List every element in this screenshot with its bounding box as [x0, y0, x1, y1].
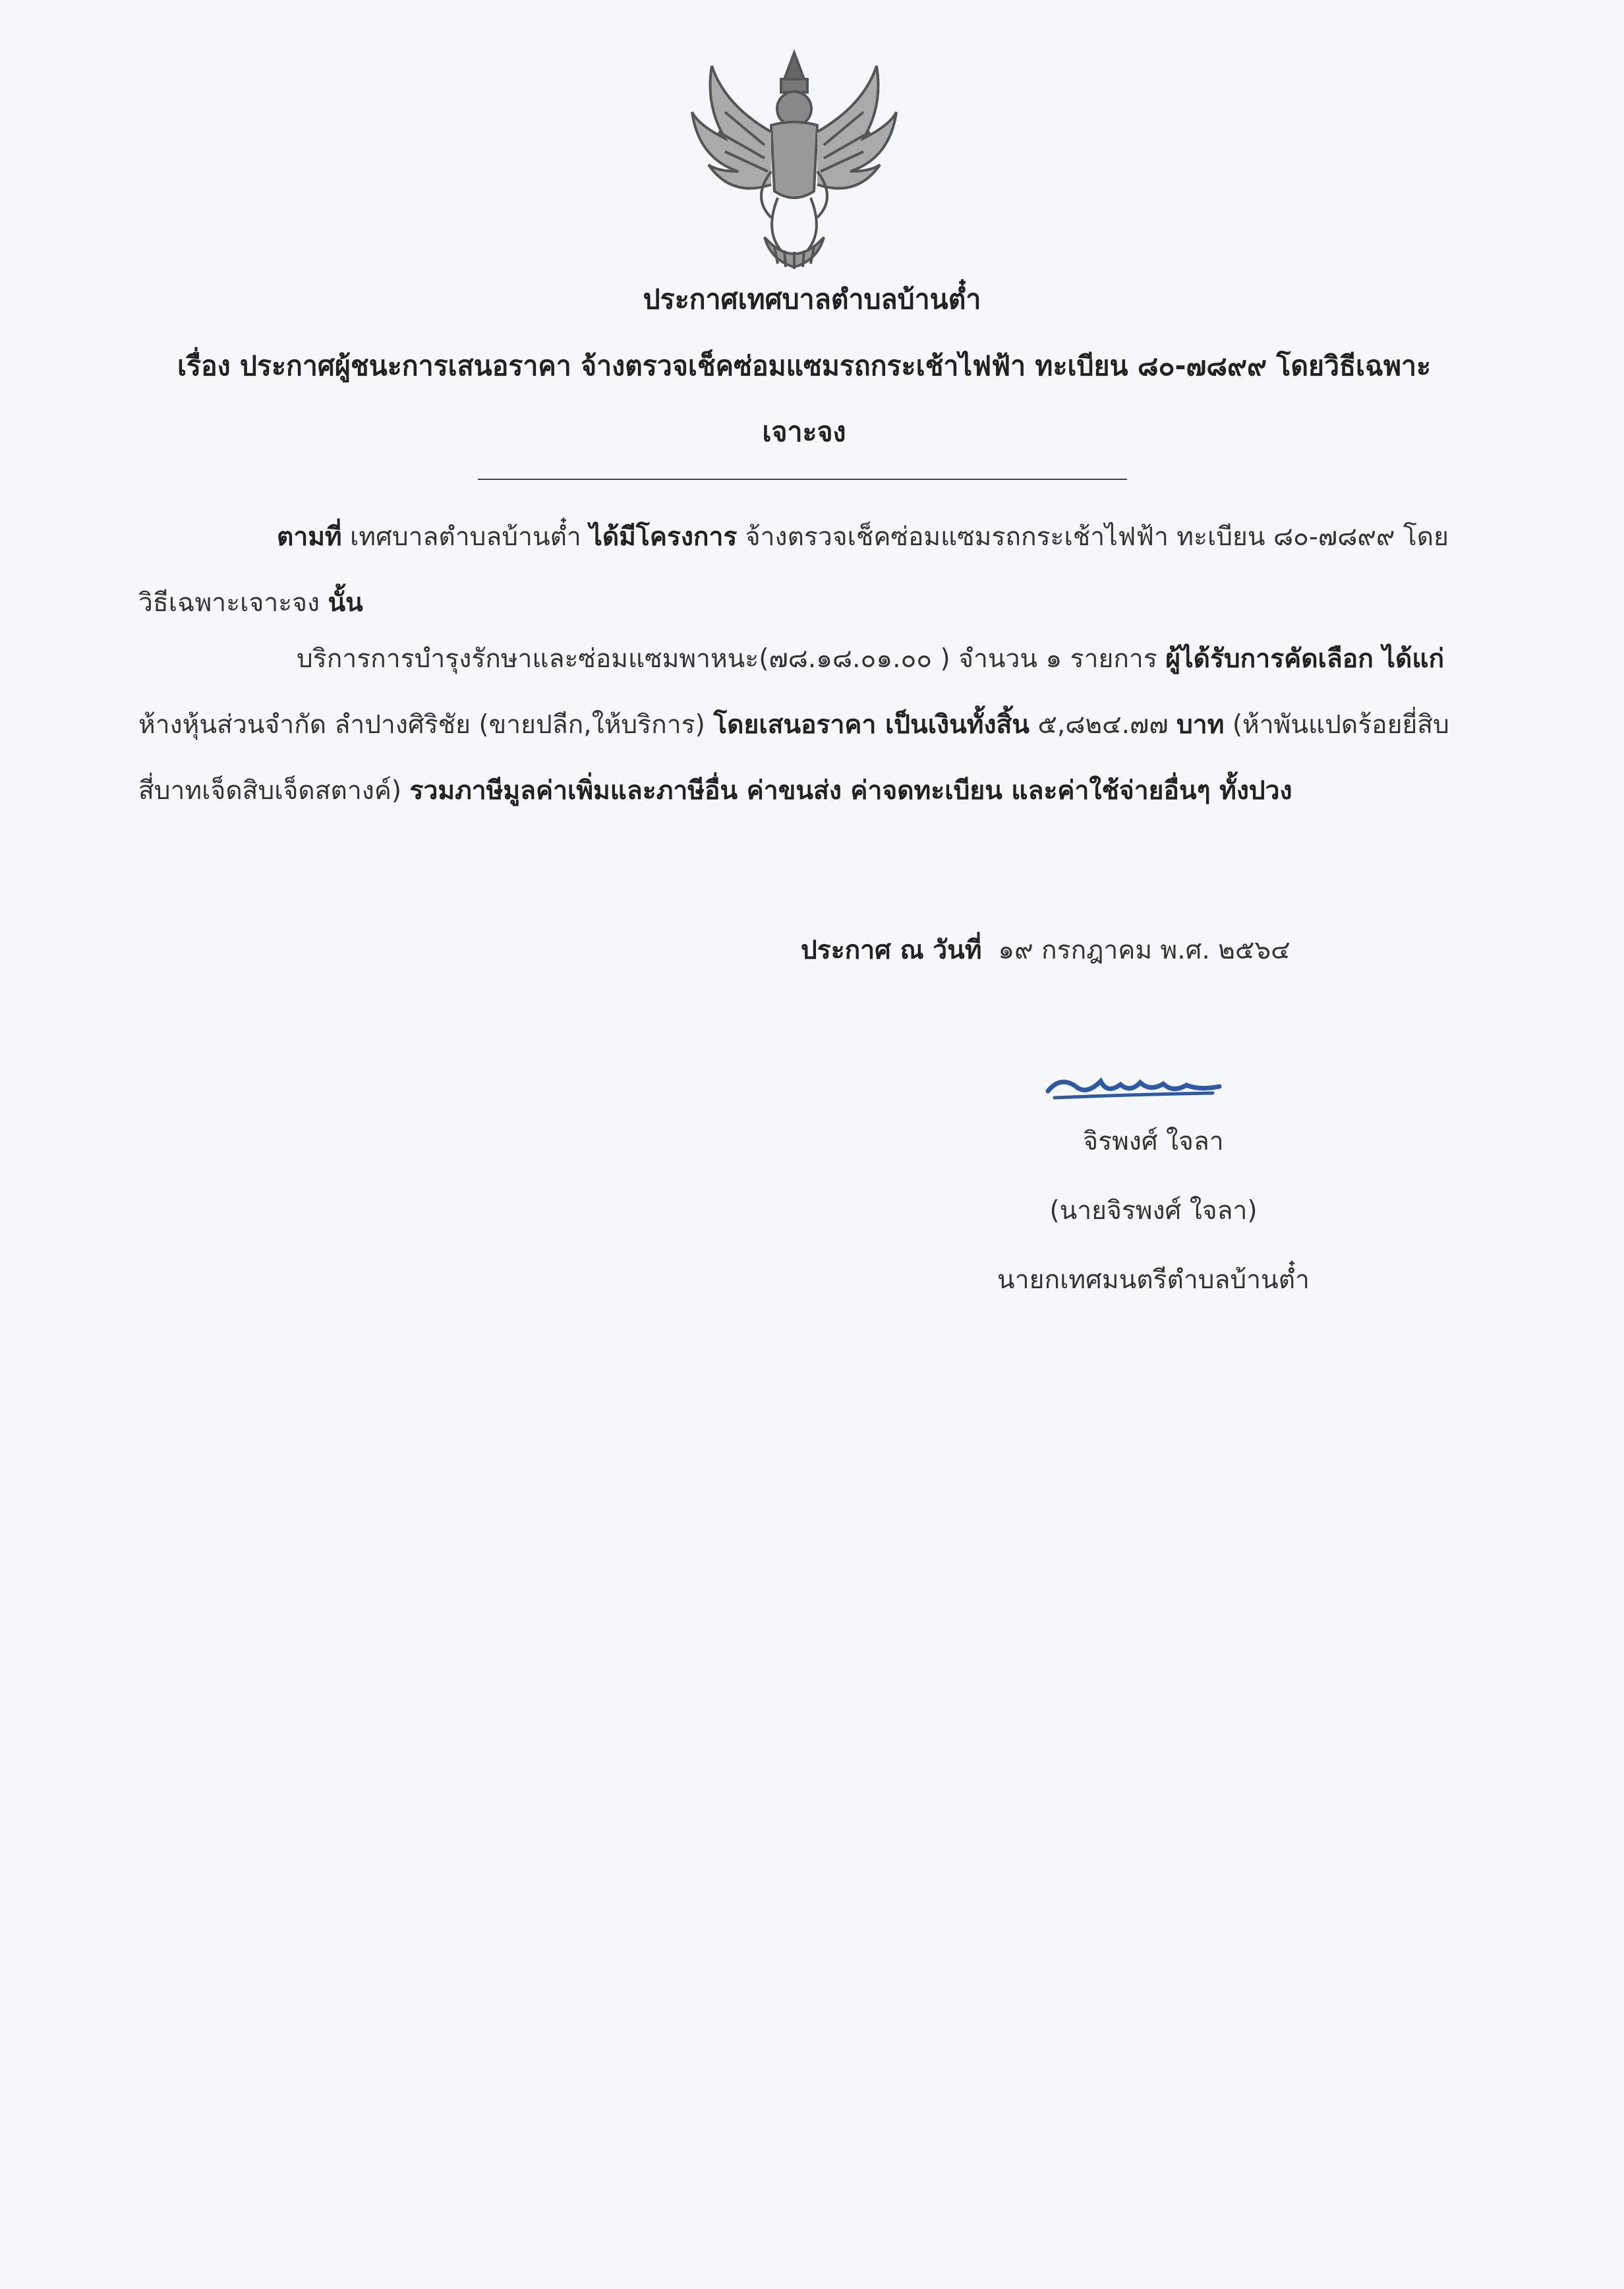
para1-bold-2: นั้น — [328, 588, 363, 618]
subject-line-2: เจาะจง — [762, 416, 846, 448]
announcement-date — [801, 930, 1290, 970]
para2-bold-3: บาท — [1176, 710, 1225, 740]
para1-lead: ตามที่ — [277, 522, 342, 552]
signer-position: นายกเทศมนตรีตำบลบ้านต๋ำ — [997, 1265, 1310, 1295]
para2-bold-2: โดยเสนอราคา เป็นเงินทั้งสิ้น — [713, 710, 1030, 740]
handwritten-signature — [1041, 1061, 1226, 1108]
para2-bold-1: ผู้ได้รับการคัดเลือก ได้แก่ — [1165, 644, 1445, 674]
date-value: ๑๙ กรกฎาคม พ.ศ. ๒๕๖๔ — [998, 936, 1290, 965]
announcement-title: ประกาศเทศบาลตำบลบ้านต๋ำ — [643, 283, 981, 315]
paragraph-winner — [138, 626, 1457, 824]
subject-line-1: เรื่อง ประกาศผู้ชนะการเสนอราคา จ้างตรวจเช็คซ่อมแซมรถกระเช้าไฟฟ้า ทะเบียน ๘๐-๗๘๙๙ โดยวิธีเฉพาะ — [177, 350, 1432, 382]
announcement-subject — [158, 333, 1450, 465]
para2-bold-4: รวมภาษีมูลค่าเพิ่มและภาษีอื่น ค่าขนส่ง ค่าจดทะเบียน และค่าใช้จ่ายอื่นๆ ทั้งปวง — [409, 776, 1292, 806]
para2-text-1: บริการการบำรุงรักษาและซ่อมแซมพาหนะ(๗๘.๑๘.๐๑.๐๐ ) จำนวน ๑ รายการ — [297, 644, 1166, 674]
garuda-emblem-icon — [685, 40, 903, 277]
paragraph-project — [138, 504, 1457, 636]
signer-printed-name: จิรพงศ์ ใจลา — [1083, 1127, 1224, 1156]
para1-text-2: จ้างตรวจเช็คซ่อมแซมรถกระเช้าไฟฟ้า ทะเบียน ๘๐-๗๘๙๙ โดยวิธีเฉพาะเจาะจง — [138, 522, 1449, 618]
date-label: ประกาศ ณ วันที่ — [801, 936, 982, 965]
separator-line — [478, 479, 1127, 480]
signer-full-name: (นายจิรพงศ์ ใจลา) — [1049, 1196, 1258, 1226]
para1-text-1: เทศบาลตำบลบ้านต๋ำ — [341, 522, 590, 552]
para2-text-2: ห้างหุ้นส่วนจำกัด ลำปางศิริชัย (ขายปลีก,ให้บริการ) — [138, 710, 714, 740]
para1-bold-1: ได้มีโครงการ — [589, 522, 738, 552]
para2-amount-words: (ห้าพันแปดร้อยยี่สิบสี่บาทเจ็ดสิบเจ็ดสตางค์) — [138, 710, 1449, 806]
para2-amount: ๕,๘๒๔.๗๗ — [1029, 710, 1177, 740]
